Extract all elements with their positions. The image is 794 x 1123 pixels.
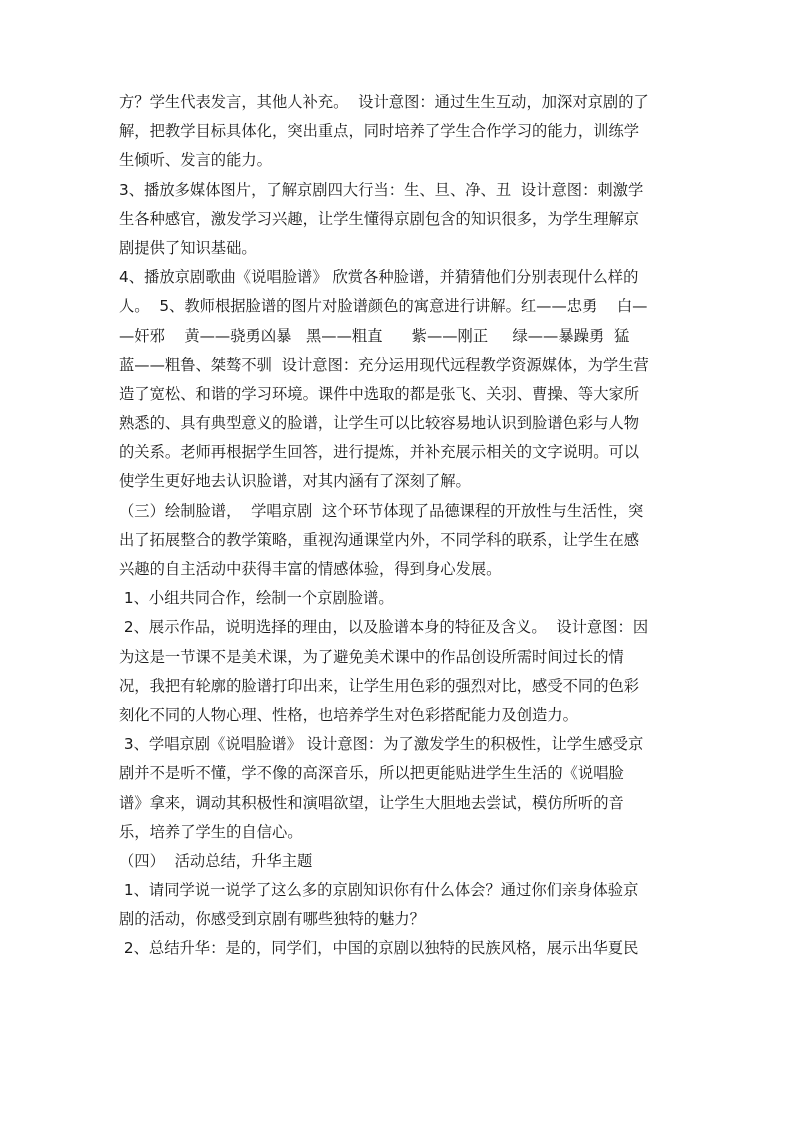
section-heading-line: （三）绘制脸谱， 学唱京剧 这个环节体现了品德课程的开放性与生活性，突 (119, 501, 644, 520)
text-line: 生倾听、发言的能力。 (119, 151, 272, 170)
text-line: 的关系。老师再根据学生回答，进行提炼，并补充展示相关的文字说明。可以 (119, 443, 640, 462)
text-line: 谱》拿来，调动其积极性和演唱欲望，让学生大胆地去尝试，模仿所听的音 (119, 793, 624, 812)
list-item-line: 2、总结升华：是的，同学们，中国的京剧以独特的民族风格，展示出华夏民 (119, 939, 639, 958)
text-line: 使学生更好地去认识脸谱，对其内涵有了深刻了解。 (119, 472, 471, 491)
text-line: 剧提供了知识基础。 (119, 238, 257, 257)
text-line: 解，把教学目标具体化，突出重点，同时培养了学生合作学习的能力，训练学 (119, 122, 640, 141)
text-line: —奸邪 黄——骁勇凶暴 黑——粗直 紫——刚正 绿——暴躁勇 猛 (119, 326, 630, 345)
section-heading-line: （四） 活动总结，升华主题 (119, 851, 313, 870)
text-line: 3、播放多媒体图片，了解京剧四大行当：生、旦、净、丑 设计意图：刺激学 (119, 180, 644, 199)
text-line: 生各种感官，激发学习兴趣，让学生懂得京剧包含的知识很多，为学生理解京 (119, 209, 640, 228)
text-line: 造了宽松、和谐的学习环境。课件中选取的都是张飞、关羽、曹操、等大家所 (119, 384, 640, 403)
text-line: 况，我把有轮廓的脸谱打印出来，让学生用色彩的强烈对比，感受不同的色彩 (119, 676, 640, 695)
list-item-line: 3、学唱京剧《说唱脸谱》 设计意图：为了激发学生的积极性，让学生感受京 (119, 735, 644, 754)
text-line: 人。 5、教师根据脸谱的图片对脸谱颜色的寓意进行讲解。红——忠勇 白— (119, 297, 648, 316)
text-line: 兴趣的自主活动中获得丰富的情感体验，得到身心发展。 (119, 560, 502, 578)
text-line: 刻化不同的人物心理、性格，也培养学生对色彩搭配能力及创造力。 (119, 705, 578, 724)
text-line: 4、播放京剧歌曲《说唱脸谱》 欣赏各种脸谱，并猜猜他们分别表现什么样的 (119, 268, 639, 287)
text-line: 蓝——粗鲁、桀骜不驯 设计意图：充分运用现代远程教学资源媒体，为学生营 (119, 355, 649, 374)
text-line: 剧的活动，你感受到京剧有哪些独特的魅力？ (119, 910, 425, 929)
list-item-line: 2、展示作品，说明选择的理由，以及脸谱本身的特征及含义。 设计意图：因 (119, 618, 649, 637)
text-line: 出了拓展整合的教学策略，重视沟通课堂内外，不同学科的联系，让学生在感 (119, 530, 640, 549)
text-line: 乐，培养了学生的自信心。 (119, 822, 303, 841)
text-line: 熟悉的、具有典型意义的脸谱，让学生可以比较容易地认识到脸谱色彩与人物 (119, 414, 640, 433)
text-line: 剧并不是听不懂，学不像的高深音乐，所以把更能贴进学生生活的《说唱脸 (119, 764, 624, 783)
text-line: 方？学生代表发言，其他人补充。 设计意图：通过生生互动，加深对京剧的了 (119, 93, 649, 111)
list-item-line: 1、小组共同合作，绘制一个京剧脸谱。 (119, 589, 394, 608)
text-line: 为这是一节课不是美术课，为了避免美术课中的作品创设所需时间过长的情 (119, 647, 624, 666)
list-item-line: 1、请同学说一说学了这么多的京剧知识你有什么体会？通过你们亲身体验京 (119, 881, 639, 900)
